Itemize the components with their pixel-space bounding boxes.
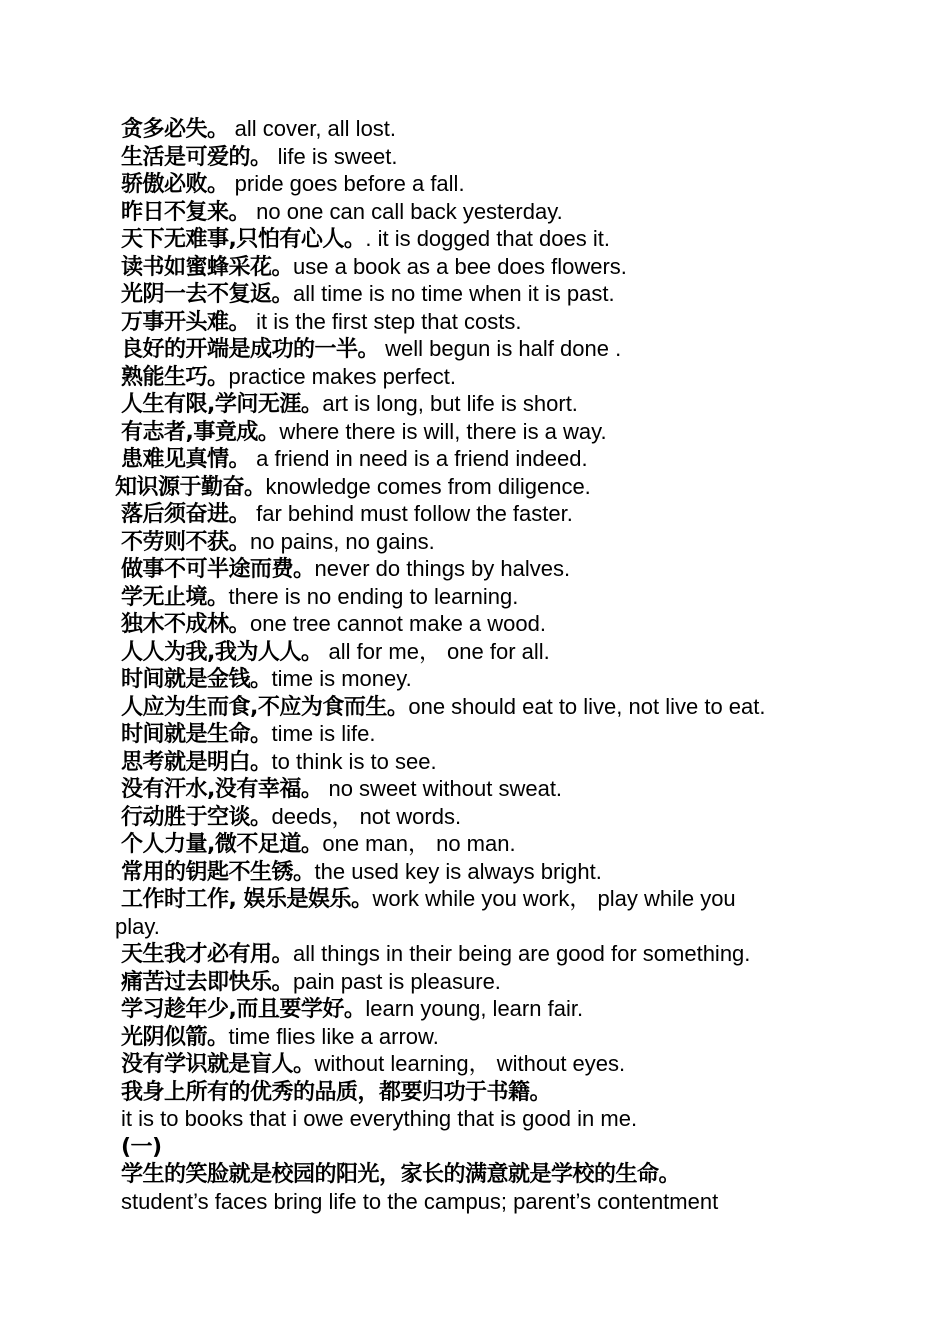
proverb-english: where there is will, there is a way. — [279, 418, 607, 444]
school-english-line — [115, 1188, 915, 1216]
proverb-chinese: 知识源于勤奋。 — [115, 474, 266, 500]
proverb-line — [115, 445, 915, 473]
proverb-chinese: 贪多必失。 — [121, 117, 229, 142]
proverb-english: far behind must follow the faster. — [250, 501, 573, 526]
proverb-chinese: 光阴一去不复返。 — [121, 282, 294, 307]
proverb-line — [115, 775, 915, 803]
proverb-line — [115, 115, 915, 143]
school-chinese: 学生的笑脸就是校园的阳光，家长的满意就是学校的生命。 — [121, 1162, 681, 1187]
proverb-english: without learning， without eyes. — [314, 1051, 626, 1076]
proverb-chinese: 工作时工作, 娱乐是娱乐。 — [121, 887, 373, 912]
proverb-english: one tree cannot make a wood. — [250, 611, 546, 636]
proverb-line — [115, 995, 915, 1023]
proverb-chinese: 没有汗水,没有幸福。 — [121, 777, 323, 802]
proverb-line — [115, 170, 915, 198]
proverb-english: life is sweet. — [271, 143, 398, 169]
proverb-line — [115, 335, 915, 363]
proverb-chinese: 不劳则不获。 — [121, 529, 251, 555]
proverb-line — [115, 280, 915, 308]
proverb-english: time flies like a arrow. — [228, 1023, 439, 1049]
proverb-chinese: 思考就是明白。 — [121, 749, 272, 775]
proverb-line — [115, 308, 915, 336]
proverb-chinese: 独木不成林。 — [121, 612, 251, 637]
books-chinese-line — [115, 1078, 915, 1106]
proverb-english: all time is no time when it is past. — [293, 281, 615, 306]
proverb-chinese: 常用的钥匙不生锈。 — [121, 859, 315, 885]
proverb-english: the used key is always bright. — [314, 858, 602, 884]
proverb-line — [115, 665, 915, 693]
section-marker-line — [115, 1133, 915, 1161]
proverb-line — [115, 858, 915, 886]
proverb-line — [115, 885, 915, 913]
proverb-line — [115, 198, 915, 226]
proverb-line — [115, 968, 915, 996]
proverb-line — [115, 363, 915, 391]
continuation-text: play. — [115, 913, 160, 939]
proverb-line — [115, 638, 915, 666]
proverb-line — [115, 693, 915, 721]
proverb-chinese: 个人力量,微不足道。 — [121, 832, 323, 857]
proverb-line — [115, 583, 915, 611]
proverb-line — [115, 225, 915, 253]
proverb-line — [115, 610, 915, 638]
proverb-english: art is long, but life is short. — [322, 391, 578, 416]
proverb-chinese: 熟能生巧。 — [121, 364, 229, 390]
proverb-english: all things in their being are good for something. — [293, 941, 751, 966]
proverb-chinese: 读书如蜜蜂采花。 — [121, 254, 294, 280]
proverb-chinese: 光阴似箭。 — [121, 1024, 229, 1050]
proverb-english: it is the first step that costs. — [250, 308, 522, 334]
proverb-chinese: 落后须奋进。 — [121, 502, 251, 527]
books-english-line — [115, 1105, 915, 1133]
section-marker: (一) — [121, 1134, 162, 1160]
proverb-chinese: 学习趁年少,而且要学好。 — [121, 997, 366, 1022]
proverb-line — [115, 555, 915, 583]
proverb-english: work while you work， play while you — [372, 886, 736, 911]
proverb-english: no one can call back yesterday. — [250, 198, 563, 224]
proverb-line — [115, 500, 915, 528]
proverb-english: time is life. — [271, 721, 376, 746]
proverb-english: to think is to see. — [271, 748, 437, 774]
proverb-chinese: 时间就是生命。 — [121, 722, 272, 747]
proverb-line — [115, 1050, 915, 1078]
proverb-line — [115, 830, 915, 858]
proverb-chinese: 天下无难事,只怕有心人。 — [121, 227, 366, 252]
proverb-chinese: 行动胜于空谈。 — [121, 804, 272, 830]
proverb-chinese: 有志者,事竟成。 — [121, 419, 280, 445]
proverb-line — [115, 1023, 915, 1051]
proverb-chinese: 良好的开端是成功的一半。 — [121, 337, 380, 362]
books-chinese: 我身上所有的优秀的品质，都要归功于书籍。 — [121, 1079, 552, 1105]
proverb-line — [115, 418, 915, 446]
school-english: student’s faces bring life to the campus; parent’s contentment — [121, 1188, 719, 1214]
proverb-english: well begun is half done . — [379, 336, 622, 361]
proverb-chinese: 万事开头难。 — [121, 309, 251, 335]
proverb-chinese: 人应为生而食,不应为食而生。 — [121, 694, 409, 720]
proverb-english: all for me， one for all. — [322, 638, 550, 664]
school-chinese-line — [115, 1160, 915, 1188]
proverb-english: practice makes perfect. — [228, 363, 456, 389]
proverb-english: knowledge comes from diligence. — [265, 473, 591, 499]
proverb-line — [115, 940, 915, 968]
proverb-chinese: 天生我才必有用。 — [121, 942, 294, 967]
proverb-english: no pains, no gains. — [250, 528, 435, 554]
proverb-english: no sweet without sweat. — [322, 776, 563, 801]
proverb-english: time is money. — [271, 666, 412, 691]
proverb-english: a friend in need is a friend indeed. — [250, 446, 588, 471]
proverb-english: use a book as a bee does flowers. — [293, 253, 627, 279]
proverb-english: . it is dogged that does it. — [365, 226, 610, 251]
proverb-english: never do things by halves. — [314, 556, 571, 581]
proverb-chinese: 生活是可爱的。 — [121, 144, 272, 170]
proverb-chinese: 昨日不复来。 — [121, 199, 251, 225]
proverb-line — [115, 528, 915, 556]
proverb-english: deeds， not words. — [271, 803, 462, 829]
proverb-line — [115, 143, 915, 171]
books-english: it is to books that i owe everything that is good in me. — [121, 1106, 638, 1131]
proverb-chinese: 人人为我,我为人人。 — [121, 639, 323, 665]
proverb-english: there is no ending to learning. — [228, 583, 519, 609]
proverb-chinese: 学无止境。 — [121, 584, 229, 610]
proverb-chinese: 时间就是金钱。 — [121, 667, 272, 692]
proverb-line — [115, 748, 915, 776]
proverb-continuation — [115, 913, 915, 941]
proverb-line — [115, 473, 915, 501]
proverb-english: one man， no man. — [322, 831, 516, 856]
proverb-chinese: 没有学识就是盲人。 — [121, 1052, 315, 1077]
proverb-english: learn young, learn fair. — [365, 996, 584, 1021]
proverb-line — [115, 720, 915, 748]
proverb-english: pride goes before a fall. — [228, 171, 465, 196]
proverb-line — [115, 803, 915, 831]
proverb-chinese: 骄傲必败。 — [121, 172, 229, 197]
proverb-chinese: 患难见真情。 — [121, 447, 251, 472]
proverb-line — [115, 390, 915, 418]
proverb-chinese: 痛苦过去即快乐。 — [121, 969, 294, 995]
proverb-line — [115, 253, 915, 281]
proverb-list — [115, 115, 915, 1215]
proverb-chinese: 做事不可半途而费。 — [121, 557, 315, 582]
proverb-english: one should eat to live, not live to eat. — [408, 693, 766, 719]
proverb-chinese: 人生有限,学问无涯。 — [121, 392, 323, 417]
proverb-english: pain past is pleasure. — [293, 968, 501, 994]
proverb-english: all cover, all lost. — [228, 116, 397, 141]
